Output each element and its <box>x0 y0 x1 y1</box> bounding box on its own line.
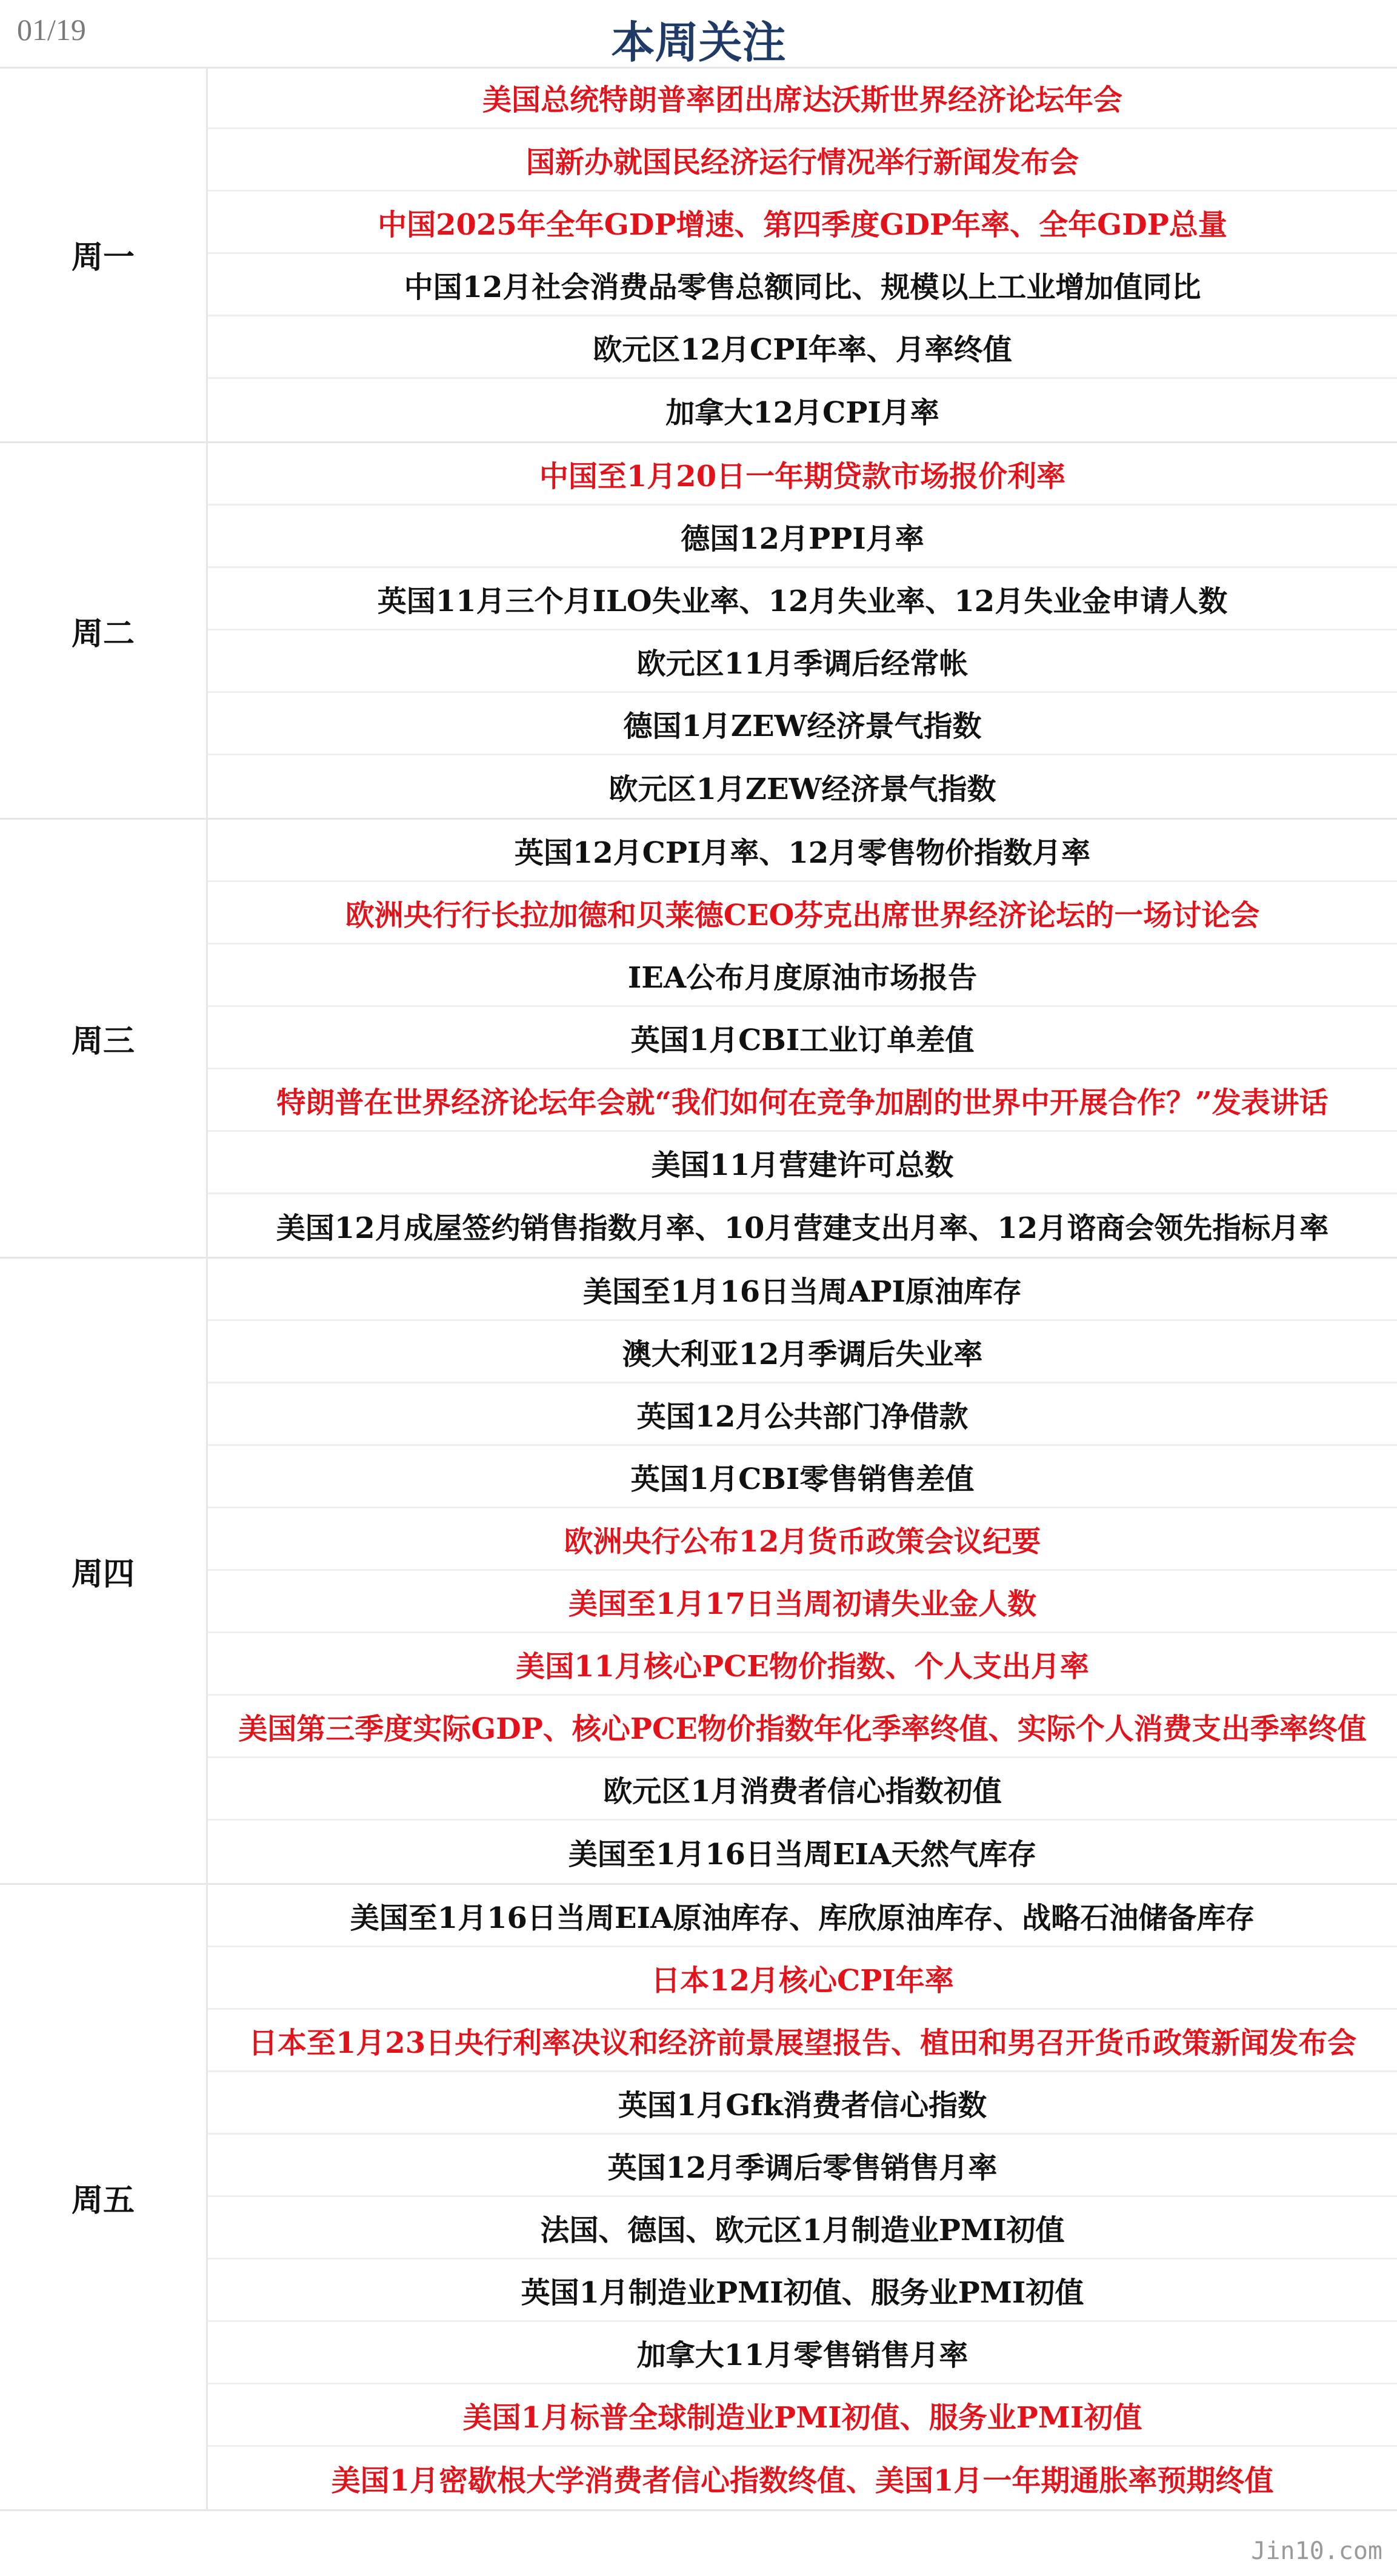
event-item: 欧元区12月CPI年率、月率终值 <box>208 316 1397 379</box>
event-item-highlighted: 欧洲央行行长拉加德和贝莱德CEO芬克出席世界经济论坛的一场讨论会 <box>208 882 1397 945</box>
event-item: 加拿大12月CPI月率 <box>665 396 939 430</box>
event-item: 美国至1月16日当周API原油库存 <box>208 1259 1397 1321</box>
day-row <box>0 820 1397 1259</box>
event-item: 欧元区1月ZEW经济景气指数 <box>608 772 996 806</box>
event-item-highlighted: 美国总统特朗普率团出席达沃斯世界经济论坛年会 <box>208 67 1397 129</box>
event-item-highlighted: 欧洲央行公布12月货币政策会议纪要 <box>208 1508 1397 1571</box>
calendar-table <box>0 67 1397 2511</box>
event-item: 英国1月CBI零售销售差值 <box>208 1446 1397 1508</box>
event-item-highlighted: 美国1月密歇根大学消费者信心指数终值、美国1月一年期通胀率预期终值 <box>331 2464 1274 2498</box>
event-list <box>208 1885 1397 2509</box>
event-item: 英国1月CBI工业订单差值 <box>208 1007 1397 1069</box>
event-item: 英国1月制造业PMI初值、服务业PMI初值 <box>208 2260 1397 2322</box>
day-label: 周三 <box>0 820 208 1257</box>
event-item: 英国12月季调后零售销售月率 <box>208 2135 1397 2197</box>
event-item: 德国1月ZEW经济景气指数 <box>208 693 1397 755</box>
event-item-highlighted: 美国第三季度实际GDP、核心PCE物价指数年化季率终值、实际个人消费支出季率终值 <box>208 1696 1397 1758</box>
day-label: 周二 <box>0 443 208 818</box>
event-item: 法国、德国、欧元区1月制造业PMI初值 <box>208 2197 1397 2260</box>
event-item-highlighted: 特朗普在世界经济论坛年会就“我们如何在竞争加剧的世界中开展合作？”发表讲话 <box>208 1069 1397 1132</box>
day-label: 周四 <box>0 1259 208 1883</box>
event-item-highlighted: 日本至1月23日央行利率决议和经济前景展望报告、植田和男召开货币政策新闻发布会 <box>208 2010 1397 2072</box>
event-item: 欧元区1月消费者信心指数初值 <box>208 1758 1397 1821</box>
watermark: Jin10.com <box>1251 2537 1382 2565</box>
event-item: IEA公布月度原油市场报告 <box>208 945 1397 1007</box>
event-item: 加拿大11月零售销售月率 <box>208 2322 1397 2384</box>
day-label: 周五 <box>0 1885 208 2509</box>
event-item-highlighted: 美国11月核心PCE物价指数、个人支出月率 <box>208 1633 1397 1696</box>
header <box>0 0 1397 69</box>
event-list <box>208 443 1397 818</box>
event-item: 英国1月Gfk消费者信心指数 <box>208 2072 1397 2135</box>
day-label: 周一 <box>0 67 208 441</box>
event-item-highlighted: 国新办就国民经济运行情况举行新闻发布会 <box>208 129 1397 192</box>
event-item: 澳大利亚12月季调后失业率 <box>208 1321 1397 1383</box>
event-item: 美国至1月16日当周EIA天然气库存 <box>568 1838 1037 1872</box>
day-row <box>0 443 1397 820</box>
date-label: 01/19 <box>17 13 86 47</box>
event-item: 中国12月社会消费品零售总额同比、规模以上工业增加值同比 <box>208 254 1397 316</box>
event-item: 美国12月成屋签约销售指数月率、10月营建支出月率、12月谘商会领先指标月率 <box>276 1211 1329 1245</box>
event-item-highlighted: 美国1月标普全球制造业PMI初值、服务业PMI初值 <box>208 2384 1397 2447</box>
event-item-highlighted: 中国2025年全年GDP增速、第四季度GDP年率、全年GDP总量 <box>208 192 1397 254</box>
day-row <box>0 1885 1397 2511</box>
day-row <box>0 1259 1397 1885</box>
event-item: 英国12月公共部门净借款 <box>208 1383 1397 1446</box>
event-item-highlighted: 日本12月核心CPI年率 <box>208 1947 1397 2010</box>
event-item: 英国12月CPI月率、12月零售物价指数月率 <box>208 820 1397 882</box>
event-item: 美国至1月16日当周EIA原油库存、库欣原油库存、战略石油储备库存 <box>208 1885 1397 1947</box>
day-row <box>0 67 1397 443</box>
event-item: 德国12月PPI月率 <box>208 506 1397 568</box>
event-item-highlighted: 中国至1月20日一年期贷款市场报价利率 <box>208 443 1397 506</box>
event-list <box>208 67 1397 441</box>
event-list <box>208 820 1397 1257</box>
event-item: 英国11月三个月ILO失业率、12月失业率、12月失业金申请人数 <box>208 568 1397 631</box>
event-item: 美国11月营建许可总数 <box>208 1132 1397 1194</box>
event-item-highlighted: 美国至1月17日当周初请失业金人数 <box>208 1571 1397 1633</box>
event-list <box>208 1259 1397 1883</box>
event-item: 欧元区11月季调后经常帐 <box>208 631 1397 693</box>
page-title: 本周关注 <box>611 16 786 68</box>
